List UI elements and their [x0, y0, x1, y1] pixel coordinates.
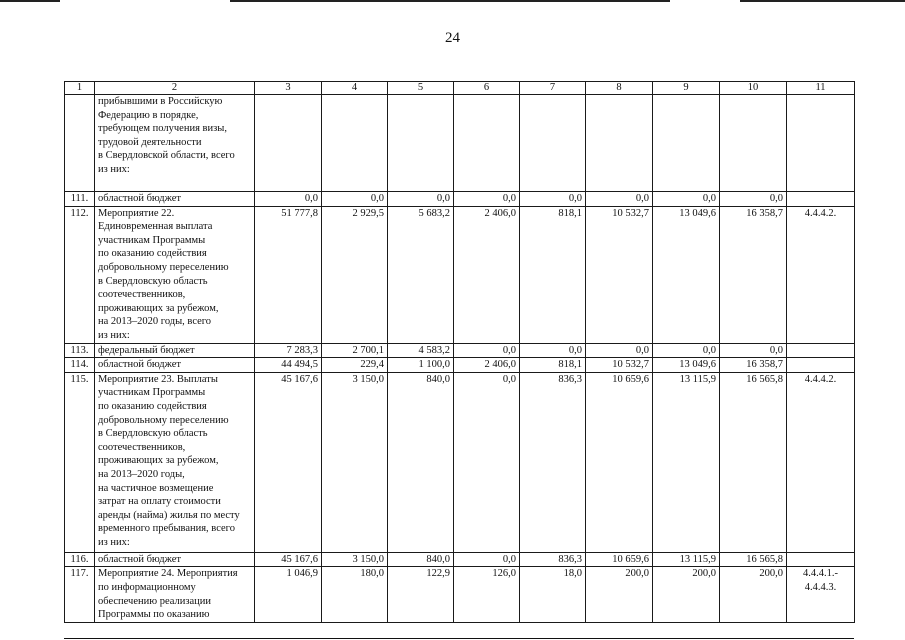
value-cell: 0,0 — [454, 552, 520, 567]
row-description: федеральный бюджет — [95, 343, 255, 358]
row-description: Мероприятие 23. Выплаты участникам Программы по оказанию содействия добровольному переселению в Свердловскую область соотечественников, проживающих за рубежом, на 2013–2020 годы, на частичное возмещение затрат на оплату стоимости аренды (найма) жилья по месту временного пребывания, всего из них: — [95, 372, 255, 552]
row-description: областной бюджет — [95, 552, 255, 567]
value-cell: 200,0 — [586, 567, 653, 622]
table-row — [65, 206, 855, 343]
column-header-4: 4 — [322, 82, 388, 95]
reference-cell — [787, 358, 855, 373]
row-number: 115. — [65, 372, 95, 552]
column-header-11: 11 — [787, 82, 855, 95]
table-bottom-edge — [64, 638, 854, 639]
column-header-9: 9 — [653, 82, 720, 95]
value-cell: 180,0 — [322, 567, 388, 622]
value-cell: 16 358,7 — [720, 206, 787, 343]
value-cell: 840,0 — [388, 372, 454, 552]
value-cell: 3 150,0 — [322, 372, 388, 552]
row-number: 116. — [65, 552, 95, 567]
column-header-7: 7 — [520, 82, 586, 95]
table-row — [65, 372, 855, 552]
table-row — [65, 95, 855, 192]
value-cell: 229,4 — [322, 358, 388, 373]
value-cell — [454, 95, 520, 192]
value-cell: 16 565,8 — [720, 552, 787, 567]
row-number: 112. — [65, 206, 95, 343]
row-number: 111. — [65, 192, 95, 207]
row-number: 113. — [65, 343, 95, 358]
reference-cell: 4.4.4.2. — [787, 206, 855, 343]
column-header-5: 5 — [388, 82, 454, 95]
value-cell: 13 049,6 — [653, 206, 720, 343]
value-cell: 13 049,6 — [653, 358, 720, 373]
value-cell: 818,1 — [520, 206, 586, 343]
value-cell: 3 150,0 — [322, 552, 388, 567]
value-cell: 10 532,7 — [586, 358, 653, 373]
value-cell: 0,0 — [586, 343, 653, 358]
value-cell: 2 406,0 — [454, 206, 520, 343]
value-cell — [586, 95, 653, 192]
value-cell: 0,0 — [653, 192, 720, 207]
value-cell: 16 358,7 — [720, 358, 787, 373]
value-cell — [322, 95, 388, 192]
reference-cell — [787, 95, 855, 192]
value-cell: 10 532,7 — [586, 206, 653, 343]
table-row — [65, 343, 855, 358]
value-cell: 0,0 — [454, 343, 520, 358]
value-cell: 818,1 — [520, 358, 586, 373]
value-cell: 126,0 — [454, 567, 520, 622]
value-cell: 1 046,9 — [255, 567, 322, 622]
value-cell: 13 115,9 — [653, 552, 720, 567]
row-description: Мероприятие 24. Мероприятия по информационному обеспечению реализации Программы по оказанию — [95, 567, 255, 622]
value-cell — [720, 95, 787, 192]
value-cell: 0,0 — [454, 192, 520, 207]
value-cell: 0,0 — [255, 192, 322, 207]
value-cell: 200,0 — [720, 567, 787, 622]
row-description: областной бюджет — [95, 192, 255, 207]
value-cell: 122,9 — [388, 567, 454, 622]
value-cell: 44 494,5 — [255, 358, 322, 373]
reference-cell — [787, 552, 855, 567]
row-description: прибывшими в Российскую Федерацию в порядке, требующем получения визы, трудовой деятельности в Свердловской области, всего из них: — [95, 95, 255, 192]
table-header — [65, 82, 855, 95]
budget-table — [64, 81, 855, 623]
value-cell: 0,0 — [720, 192, 787, 207]
value-cell: 16 565,8 — [720, 372, 787, 552]
column-header-6: 6 — [454, 82, 520, 95]
value-cell: 840,0 — [388, 552, 454, 567]
value-cell: 1 100,0 — [388, 358, 454, 373]
value-cell: 836,3 — [520, 552, 586, 567]
table-row — [65, 358, 855, 373]
value-cell: 10 659,6 — [586, 552, 653, 567]
row-number: 114. — [65, 358, 95, 373]
value-cell: 0,0 — [586, 192, 653, 207]
reference-cell: 4.4.4.1.- 4.4.4.3. — [787, 567, 855, 622]
value-cell: 13 115,9 — [653, 372, 720, 552]
value-cell: 2 406,0 — [454, 358, 520, 373]
value-cell: 0,0 — [520, 192, 586, 207]
top-rule-center — [230, 0, 670, 2]
value-cell: 2 929,5 — [322, 206, 388, 343]
table-row — [65, 192, 855, 207]
value-cell — [653, 95, 720, 192]
value-cell: 51 777,8 — [255, 206, 322, 343]
top-rule-left — [0, 0, 60, 2]
value-cell: 4 583,2 — [388, 343, 454, 358]
column-header-3: 3 — [255, 82, 322, 95]
page-number: 24 — [445, 30, 460, 46]
value-cell — [255, 95, 322, 192]
value-cell: 836,3 — [520, 372, 586, 552]
column-header-2: 2 — [95, 82, 255, 95]
value-cell — [520, 95, 586, 192]
value-cell: 200,0 — [653, 567, 720, 622]
value-cell: 0,0 — [322, 192, 388, 207]
column-header-10: 10 — [720, 82, 787, 95]
value-cell: 0,0 — [720, 343, 787, 358]
row-description: Мероприятие 22. Единовременная выплата участникам Программы по оказанию содействия добровольному переселению в Свердловскую область соотечественников, проживающих за рубежом, на 2013–2020 годы, всего из них: — [95, 206, 255, 343]
table-row — [65, 567, 855, 622]
value-cell: 45 167,6 — [255, 552, 322, 567]
value-cell: 7 283,3 — [255, 343, 322, 358]
top-rule-right — [740, 0, 905, 2]
value-cell: 45 167,6 — [255, 372, 322, 552]
table-body — [65, 95, 855, 623]
value-cell: 0,0 — [388, 192, 454, 207]
value-cell: 5 683,2 — [388, 206, 454, 343]
row-number — [65, 95, 95, 192]
value-cell: 10 659,6 — [586, 372, 653, 552]
value-cell: 0,0 — [454, 372, 520, 552]
value-cell: 0,0 — [520, 343, 586, 358]
value-cell: 2 700,1 — [322, 343, 388, 358]
reference-cell — [787, 343, 855, 358]
header-row — [65, 82, 855, 95]
row-description: областной бюджет — [95, 358, 255, 373]
reference-cell: 4.4.4.2. — [787, 372, 855, 552]
column-header-8: 8 — [586, 82, 653, 95]
row-number: 117. — [65, 567, 95, 622]
value-cell: 0,0 — [653, 343, 720, 358]
column-header-1: 1 — [65, 82, 95, 95]
value-cell: 18,0 — [520, 567, 586, 622]
table-row — [65, 552, 855, 567]
reference-cell — [787, 192, 855, 207]
value-cell — [388, 95, 454, 192]
